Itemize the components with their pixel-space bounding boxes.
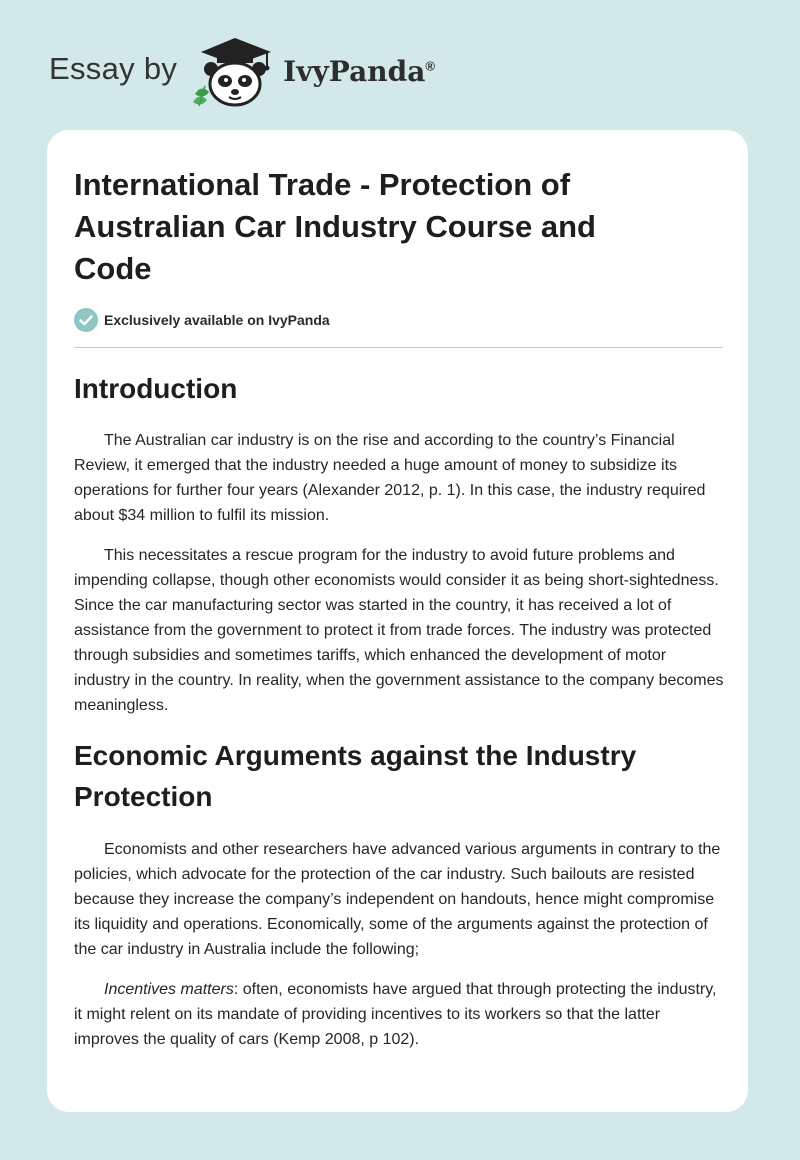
brand-name[interactable]: [283, 55, 435, 88]
section-heading-economic-arguments: Economic Arguments against the Industry Protection: [74, 740, 637, 812]
panda-graduate-icon: [191, 36, 279, 108]
exclusive-label: Exclusively available on IvyPanda: [104, 312, 330, 328]
page-title: International Trade - Protection of Australian Car Industry Course and Code: [74, 167, 596, 286]
emphasis-term: Incentives matters: [104, 981, 234, 998]
site-header: [49, 36, 435, 108]
paragraph-text: : often, economists have argued that through protecting the industry, it might relent on its mandate of providing incentives to its workers so that the latter improves the quality of cars (Kemp 2008, p 102).: [74, 981, 717, 1048]
paragraph: This necessitates a rescue program for the industry to avoid future problems and impending collapse, though other economists would consider it as being short-sightedness. Since the car manufacturing sector was started in the country, it has received a lot of assistance from the government to protect it from trade forces. The industry was protected through subsidies and sometimes tariffs, which enhanced the development of motor industry in the country. In reality, when the government assistance to the company becomes meaningless.: [74, 547, 724, 714]
paragraph: The Australian car industry is on the rise and according to the country’s Financial Review, it emerged that the industry needed a huge amount of money to subsidize its operations for further four years (Alexander 2012, p. 1). In this case, the industry required about $34 million to fulfil its mission.: [74, 432, 706, 524]
section-heading-introduction: Introduction: [74, 373, 238, 404]
exclusive-badge: [74, 308, 722, 332]
check-circle-icon: [74, 308, 98, 332]
essay-card: [47, 130, 748, 1112]
paragraph: [74, 977, 724, 1052]
essay-by-label: Essay by: [49, 51, 178, 86]
registered-mark: ®: [425, 58, 435, 74]
brand-name-text: IvyPanda: [283, 54, 426, 88]
title-divider: [74, 347, 723, 348]
paragraph: Economists and other researchers have advanced various arguments in contrary to the policies, which advocate for the protection of the car industry. Such bailouts are resisted because they increase the company’s independent on handouts, hence might compromise its liquidity and operations. Economically, some of the arguments against the protection of the car industry in Australia include the following;: [74, 841, 721, 958]
